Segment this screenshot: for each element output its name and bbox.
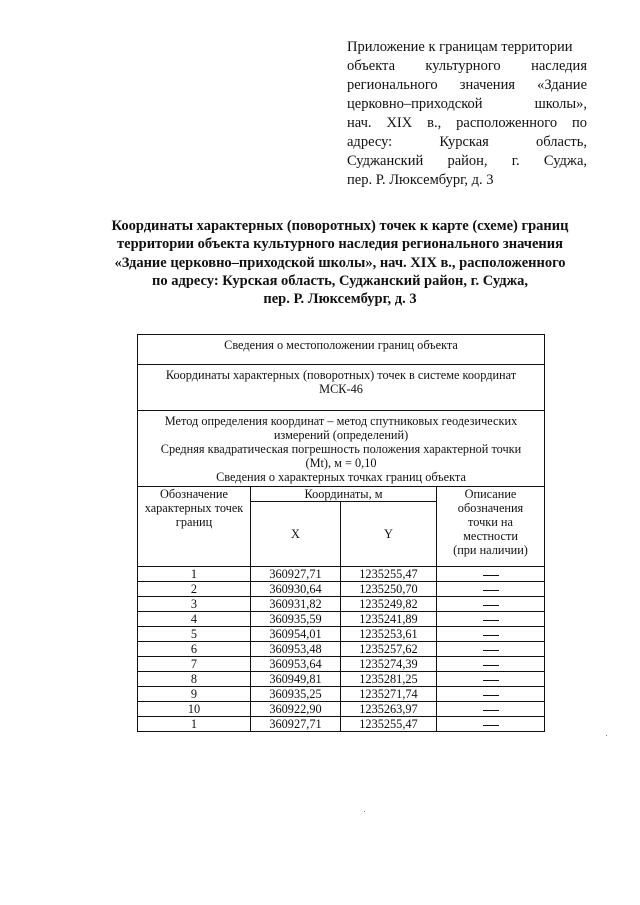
cell-point: 8 <box>138 672 251 687</box>
dash-mark <box>483 710 499 711</box>
cell-y: 1235271,74 <box>341 687 437 702</box>
cell-description <box>437 642 545 657</box>
cell-y: 1235253,61 <box>341 627 437 642</box>
header-point: Обозначение характерных точек границ <box>138 487 251 567</box>
cell-point: 4 <box>138 612 251 627</box>
cell-y: 1235257,62 <box>341 642 437 657</box>
dash-mark <box>483 695 499 696</box>
table-row <box>138 582 545 597</box>
table-row <box>138 672 545 687</box>
cell-x: 360935,25 <box>251 687 341 702</box>
table-row <box>138 627 545 642</box>
cell-description <box>437 582 545 597</box>
annex-line: Суджанский район, г. Суджа, <box>347 153 587 169</box>
header-y: Y <box>341 502 437 567</box>
cell-description <box>437 657 545 672</box>
coordinate-system: Координаты характерных (поворотных) точек в системе координат МСК-46 <box>138 365 545 411</box>
title-line: «Здание церковно–приходской школы», нач. XIX в., расположенного <box>114 254 566 271</box>
title-line: территории объекта культурного наследия регионального значения <box>117 236 563 253</box>
table-row <box>138 657 545 672</box>
dash-mark <box>483 635 499 636</box>
cell-point: 7 <box>138 657 251 672</box>
dash-mark <box>483 725 499 726</box>
accuracy-line: Средняя квадратическая погрешность положения характерной точки (Mt), м = 0,10 <box>160 442 522 470</box>
dash-mark <box>483 575 499 576</box>
cell-point: 6 <box>138 642 251 657</box>
annex-line: пер. Р. Люксембург, д. 3 <box>347 172 494 188</box>
header-x: X <box>251 502 341 567</box>
cell-point: 9 <box>138 687 251 702</box>
title-line: Координаты характерных (поворотных) точек к карте (схеме) границ <box>111 218 569 234</box>
cell-x: 360953,64 <box>251 657 341 672</box>
cell-y: 1235263,97 <box>341 702 437 717</box>
header-coordinates: Координаты, м <box>251 487 437 502</box>
cell-y: 1235255,47 <box>341 567 437 582</box>
cell-point: 10 <box>138 702 251 717</box>
cell-point: 2 <box>138 582 251 597</box>
dash-mark <box>483 590 499 591</box>
cell-y: 1235241,89 <box>341 612 437 627</box>
cell-y: 1235281,25 <box>341 672 437 687</box>
table-row <box>138 717 545 732</box>
dash-mark <box>483 680 499 681</box>
section-title: Сведения о местоположении границ объекта <box>138 335 545 365</box>
cell-description <box>437 567 545 582</box>
title-line: по адресу: Курская область, Суджанский район, г. Суджа, <box>152 272 528 289</box>
annex-line: объекта культурного наследия <box>347 58 587 74</box>
table-row <box>138 702 545 717</box>
cell-description <box>437 612 545 627</box>
cell-x: 360930,64 <box>251 582 341 597</box>
annex-line: регионального значения «Здание <box>347 77 587 93</box>
cell-x: 360935,59 <box>251 612 341 627</box>
header-description: Описание обозначения точки на местности (при наличии) <box>437 487 545 567</box>
cell-y: 1235274,39 <box>341 657 437 672</box>
dash-mark <box>483 605 499 606</box>
annex-line: церковно–приходской школы», <box>347 96 587 112</box>
cell-point: 3 <box>138 597 251 612</box>
annex-note <box>347 38 587 190</box>
cell-x: 360927,71 <box>251 567 341 582</box>
cell-description <box>437 597 545 612</box>
cell-y: 1235249,82 <box>341 597 437 612</box>
cell-description <box>437 687 545 702</box>
scan-speck <box>606 735 607 736</box>
dash-mark <box>483 665 499 666</box>
cell-x: 360949,81 <box>251 672 341 687</box>
cell-description <box>437 702 545 717</box>
annex-line: нач. XIX в., расположенного по <box>347 115 587 131</box>
cell-x: 360927,71 <box>251 717 341 732</box>
coordinates-table <box>137 334 545 732</box>
method-line: Метод определения координат – метод спутниковых геодезических измерений (определений) <box>164 414 518 442</box>
cell-x: 360931,82 <box>251 597 341 612</box>
cell-point: 1 <box>138 717 251 732</box>
table-row <box>138 687 545 702</box>
cell-x: 360922,90 <box>251 702 341 717</box>
title-line: пер. Р. Люксембург, д. 3 <box>263 291 417 308</box>
points-info-line: Сведения о характерных точках границ объекта <box>216 470 466 484</box>
scan-speck <box>364 811 365 812</box>
document-title <box>90 217 590 308</box>
cell-description <box>437 627 545 642</box>
annex-line: Приложение к границам территории <box>347 39 573 55</box>
table-row <box>138 597 545 612</box>
cell-y: 1235255,47 <box>341 717 437 732</box>
cell-point: 5 <box>138 627 251 642</box>
method-info <box>138 411 545 487</box>
cell-x: 360954,01 <box>251 627 341 642</box>
annex-line: адресу: Курская область, <box>347 134 587 150</box>
table-row <box>138 642 545 657</box>
cell-y: 1235250,70 <box>341 582 437 597</box>
dash-mark <box>483 620 499 621</box>
table-row <box>138 612 545 627</box>
table-row <box>138 567 545 582</box>
cell-x: 360953,48 <box>251 642 341 657</box>
cell-description <box>437 717 545 732</box>
dash-mark <box>483 650 499 651</box>
cell-description <box>437 672 545 687</box>
cell-point: 1 <box>138 567 251 582</box>
